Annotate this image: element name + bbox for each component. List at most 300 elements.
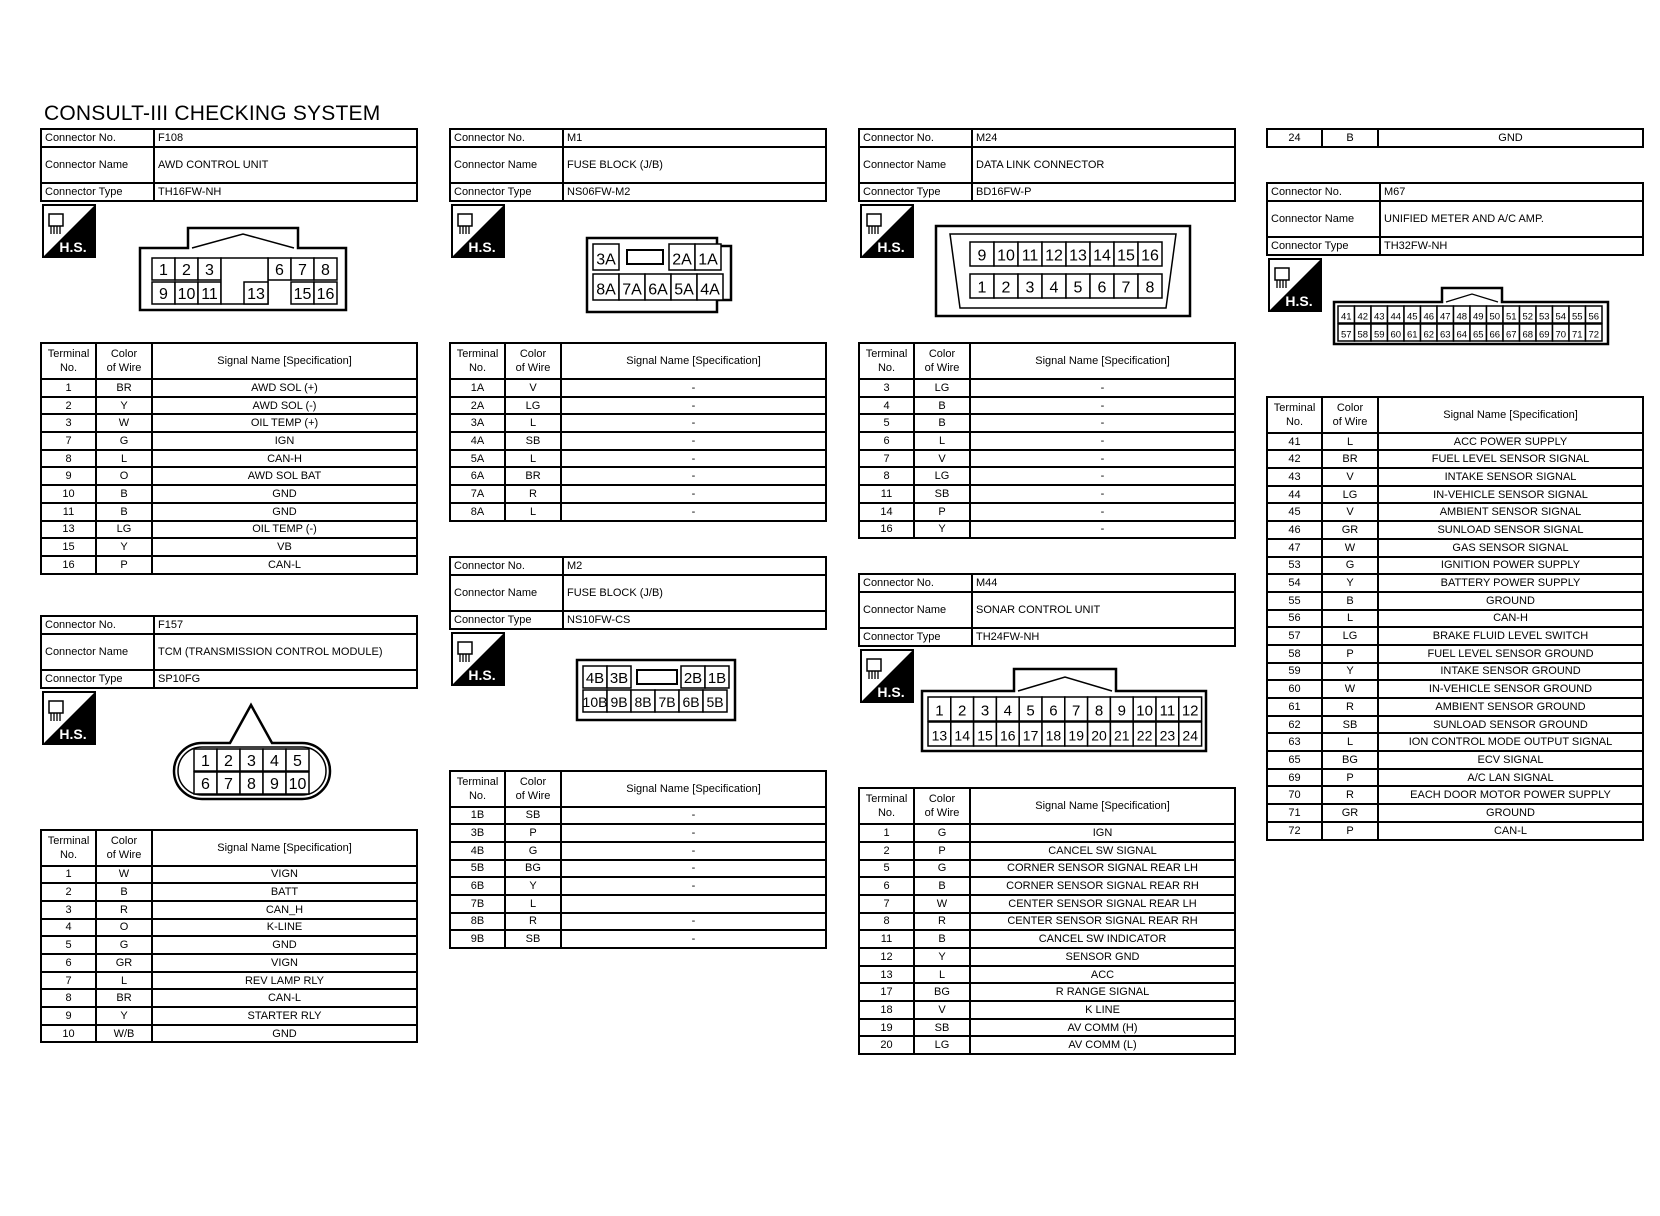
table-row	[41, 379, 417, 397]
signal-name-cell: -	[970, 414, 1235, 432]
connector-name-label: Connector Name	[859, 147, 972, 183]
terminal-no-cell: 5	[859, 860, 914, 878]
table-row	[859, 432, 1235, 450]
signal-name-cell: STARTER RLY	[152, 1007, 417, 1025]
table-row	[859, 983, 1235, 1001]
terminal-no-cell: 10	[41, 1025, 96, 1043]
signal-table-header	[41, 830, 417, 866]
signal-name-cell: -	[970, 503, 1235, 521]
terminal-no-cell: 11	[859, 930, 914, 948]
connector-name-row	[41, 634, 417, 670]
wire-color-cell: R	[1322, 698, 1378, 716]
pin-2B: 2B	[683, 669, 703, 687]
pin-2: 2	[224, 752, 233, 770]
wire-color-cell: SB	[1322, 716, 1378, 734]
signal-name-cell: AV COMM (L)	[970, 1036, 1235, 1054]
pin-11: 11	[1021, 247, 1039, 265]
wire-color-cell: G	[96, 432, 152, 450]
terminal-header-line1: Terminal	[47, 348, 90, 360]
connector-type-row	[1267, 237, 1643, 255]
table-row	[450, 450, 826, 468]
table-row	[1267, 557, 1643, 575]
pin-3: 3	[247, 752, 256, 770]
wire-color-cell: LG	[96, 521, 152, 539]
terminal-no-cell: 1B	[450, 807, 505, 825]
terminal-no-cell: 6A	[450, 467, 505, 485]
wire-color-cell: W	[96, 414, 152, 432]
signal-name-cell: GAS SENSOR SIGNAL	[1378, 539, 1643, 557]
signal-name-header: Signal Name [Specification]	[561, 343, 826, 379]
table-row	[1267, 716, 1643, 734]
terminal-no-cell: 6B	[450, 877, 505, 895]
pin-8: 8	[1094, 702, 1104, 720]
connector-type-row	[859, 628, 1235, 646]
pin-10B: 10B	[582, 693, 608, 710]
wire-color-cell: R	[505, 485, 561, 503]
signal-name-cell: VB	[152, 538, 417, 556]
pin-8: 8	[247, 775, 256, 793]
table-row	[1267, 751, 1643, 769]
wire-color-cell: W	[1322, 539, 1378, 557]
terminal-no-cell: 61	[1267, 698, 1322, 716]
connector-block-f157	[40, 615, 418, 1044]
signal-name-header: Signal Name [Specification]	[1378, 397, 1643, 433]
terminal-header-line2: No.	[59, 848, 78, 861]
connector-name-label: Connector Name	[41, 634, 154, 670]
table-row	[41, 883, 417, 901]
connector-face-diagram	[585, 236, 735, 316]
table-row	[450, 414, 826, 432]
table-row	[41, 521, 417, 539]
connector-no-value: M2	[563, 557, 826, 575]
connector-face-diagram	[138, 226, 348, 312]
signal-name-cell: -	[561, 485, 826, 503]
pin-46: 46	[1423, 310, 1435, 322]
signal-name-cell: GND	[152, 936, 417, 954]
table-row	[41, 432, 417, 450]
connector-no-row	[41, 616, 417, 634]
table-row	[41, 989, 417, 1007]
connector-type-row	[41, 670, 417, 688]
terminal-no-cell: 13	[859, 966, 914, 984]
pin-22: 22	[1136, 727, 1153, 744]
terminal-no-cell: 7	[859, 450, 914, 468]
connector-type-value: SP10FG	[154, 670, 417, 688]
pin-2: 2	[182, 262, 191, 280]
color-header-line1: Color	[519, 348, 547, 360]
wire-color-cell: GR	[1322, 804, 1378, 822]
page-title: CONSULT-III CHECKING SYSTEM	[44, 102, 381, 125]
connector-diagram	[1266, 256, 1644, 396]
wire-color-cell: GR	[1322, 521, 1378, 539]
connector-no-label: Connector No.	[450, 557, 563, 575]
terminal-no-cell: 6	[859, 877, 914, 895]
connector-name-value: DATA LINK CONNECTOR	[972, 147, 1235, 183]
signal-table	[858, 342, 1236, 539]
harness-side-icon	[42, 691, 96, 745]
pin-65: 65	[1472, 328, 1484, 340]
pin-2A: 2A	[672, 251, 692, 269]
signal-name-cell: R RANGE SIGNAL	[970, 983, 1235, 1001]
pin-1A: 1A	[698, 251, 718, 269]
wire-color-cell: G	[505, 842, 561, 860]
pin-7B: 7B	[658, 693, 676, 710]
color-header-line1: Color	[110, 348, 138, 360]
pin-3: 3	[205, 262, 214, 280]
wire-color-cell: L	[96, 450, 152, 468]
connector-type-row	[450, 611, 826, 629]
connector-no-value: M44	[972, 574, 1235, 592]
harness-side-icon	[451, 204, 505, 258]
signal-name-cell: ECV SIGNAL	[1378, 751, 1643, 769]
terminal-no-cell: 15	[41, 538, 96, 556]
table-row	[859, 877, 1235, 895]
connector-type-label: Connector Type	[859, 183, 972, 201]
signal-name-cell: ACC	[970, 966, 1235, 984]
color-header-line2: of Wire	[1332, 415, 1368, 428]
terminal-no-cell: 41	[1267, 433, 1322, 451]
terminal-no-cell: 46	[1267, 521, 1322, 539]
wire-color-cell: R	[505, 913, 561, 931]
wire-color-cell: L	[505, 895, 561, 913]
wire-color-cell: G	[914, 860, 970, 878]
connector-name-label: Connector Name	[450, 575, 563, 611]
wire-color-cell: P	[914, 503, 970, 521]
wire-color-cell: Y	[96, 1007, 152, 1025]
wire-color-cell: B	[914, 414, 970, 432]
terminal-no-cell: 55	[1267, 592, 1322, 610]
signal-name-cell: -	[561, 414, 826, 432]
terminal-no-cell: 4	[41, 919, 96, 937]
signal-name-cell: -	[561, 807, 826, 825]
signal-name-cell: IN-VEHICLE SENSOR SIGNAL	[1378, 486, 1643, 504]
table-row	[41, 538, 417, 556]
connector-name-value: TCM (TRANSMISSION CONTROL MODULE)	[154, 634, 417, 670]
connector-no-label: Connector No.	[41, 129, 154, 147]
connector-name-row	[1267, 201, 1643, 237]
terminal-no-cell: 70	[1267, 786, 1322, 804]
pin-61: 61	[1406, 328, 1418, 340]
pin-47: 47	[1439, 310, 1451, 322]
wire-color-cell: G	[1322, 557, 1378, 575]
wire-color-cell: P	[1322, 645, 1378, 663]
pin-71: 71	[1571, 328, 1583, 340]
signal-name-cell: VIGN	[152, 954, 417, 972]
pin-12: 12	[1181, 702, 1199, 720]
signal-name-cell: SUNLOAD SENSOR GROUND	[1378, 716, 1643, 734]
table-row	[1267, 804, 1643, 822]
pin-10: 10	[177, 286, 196, 304]
column-4	[1266, 128, 1644, 841]
signal-name-cell: AWD SOL BAT	[152, 467, 417, 485]
signal-name-cell: -	[970, 467, 1235, 485]
pin-5: 5	[293, 752, 302, 770]
table-row	[41, 397, 417, 415]
wire-color-cell: SB	[914, 1019, 970, 1037]
table-row	[450, 877, 826, 895]
pin-20: 20	[1091, 727, 1107, 744]
pin-60: 60	[1390, 328, 1402, 340]
pin-5A: 5A	[674, 281, 694, 299]
table-row	[1267, 539, 1643, 557]
table-row	[41, 866, 417, 884]
terminal-no-header	[450, 343, 505, 379]
table-row	[859, 397, 1235, 415]
connector-no-label: Connector No.	[859, 574, 972, 592]
wire-color-cell: SB	[505, 807, 561, 825]
signal-name-header: Signal Name [Specification]	[152, 830, 417, 866]
pin-59: 59	[1373, 328, 1385, 340]
connector-name-label: Connector Name	[1267, 201, 1380, 237]
pin-72: 72	[1588, 328, 1600, 340]
table-row	[1267, 680, 1643, 698]
signal-name-cell: BATTERY POWER SUPPLY	[1378, 574, 1643, 592]
pin-6B: 6B	[682, 693, 700, 710]
signal-table	[1266, 396, 1644, 841]
harness-side-icon	[860, 204, 914, 258]
connector-no-value: M24	[972, 129, 1235, 147]
signal-name-cell: -	[970, 397, 1235, 415]
signal-name-cell: ION CONTROL MODE OUTPUT SIGNAL	[1378, 733, 1643, 751]
pin-4A: 4A	[700, 281, 720, 299]
terminal-no-cell: 65	[1267, 751, 1322, 769]
wire-color-header	[914, 343, 970, 379]
hs-label: H.S.	[59, 239, 87, 255]
signal-name-cell: -	[561, 930, 826, 948]
table-row	[859, 485, 1235, 503]
connector-no-label: Connector No.	[41, 616, 154, 634]
table-row	[41, 1007, 417, 1025]
connector-no-label: Connector No.	[1267, 183, 1380, 201]
wire-color-cell: Y	[1322, 574, 1378, 592]
terminal-no-cell: 7B	[450, 895, 505, 913]
wire-color-cell: B	[96, 485, 152, 503]
signal-name-cell: GND	[152, 503, 417, 521]
signal-table	[449, 342, 827, 522]
terminal-no-cell: 5B	[450, 860, 505, 878]
signal-name-cell: REV LAMP RLY	[152, 972, 417, 990]
table-row	[1267, 521, 1643, 539]
terminal-no-cell: 63	[1267, 733, 1322, 751]
terminal-header-line1: Terminal	[47, 834, 90, 847]
pin-10: 10	[997, 247, 1015, 265]
wire-color-cell: R	[914, 913, 970, 931]
pin-19: 19	[1068, 727, 1084, 744]
table-row	[450, 842, 826, 860]
signal-name-cell: AV COMM (H)	[970, 1019, 1235, 1037]
wire-color-cell: L	[914, 966, 970, 984]
signal-name-header: Signal Name [Specification]	[970, 343, 1235, 379]
pin-68: 68	[1522, 328, 1534, 340]
pin-15: 15	[293, 286, 312, 304]
wire-color-cell: W	[1322, 680, 1378, 698]
connector-no-row	[41, 129, 417, 147]
signal-name-cell: -	[970, 450, 1235, 468]
terminal-no-cell: 44	[1267, 486, 1322, 504]
terminal-no-cell: 8	[859, 913, 914, 931]
wire-color-cell: BR	[96, 379, 152, 397]
connector-info-table	[1266, 182, 1644, 256]
terminal-no-cell: 4	[859, 397, 914, 415]
terminal-no-cell: 7	[859, 895, 914, 913]
connector-info-table	[40, 128, 418, 202]
table-row	[859, 1019, 1235, 1037]
wire-color-cell: O	[96, 467, 152, 485]
terminal-no-header	[859, 788, 914, 824]
pin-7: 7	[1121, 279, 1131, 297]
connector-face-diagram	[920, 667, 1210, 753]
pin-23: 23	[1159, 727, 1176, 744]
wire-color-cell: L	[914, 432, 970, 450]
connector-no-value: F157	[154, 616, 417, 634]
connector-name-label: Connector Name	[859, 592, 972, 628]
terminal-no-cell: 45	[1267, 503, 1322, 521]
connector-diagram	[449, 202, 827, 342]
table-row	[859, 824, 1235, 842]
wire-color-cell: B	[1322, 592, 1378, 610]
wire-color-cell: SB	[505, 930, 561, 948]
color-header-line2: of Wire	[106, 362, 142, 374]
terminal-no-cell: 47	[1267, 539, 1322, 557]
table-row	[450, 379, 826, 397]
terminal-no-cell: 3	[41, 414, 96, 432]
connector-name-row	[450, 575, 826, 611]
wire-color-cell: L	[505, 450, 561, 468]
pin-4B: 4B	[585, 669, 605, 687]
pin-6: 6	[201, 775, 210, 793]
pin-49: 49	[1472, 310, 1484, 322]
table-row	[859, 379, 1235, 397]
signal-name-cell: K-LINE	[152, 919, 417, 937]
color-header-line1: Color	[928, 348, 956, 360]
signal-table-header	[859, 343, 1235, 379]
pin-7A: 7A	[622, 281, 642, 299]
pin-54: 54	[1555, 310, 1567, 322]
pin-3: 3	[1025, 279, 1035, 297]
color-header-line1: Color	[928, 793, 956, 806]
table-row	[41, 467, 417, 485]
terminal-no-cell: 71	[1267, 804, 1322, 822]
terminal-no-cell: 7A	[450, 485, 505, 503]
connector-type-value: TH32FW-NH	[1380, 237, 1643, 255]
wire-color-cell: GR	[96, 954, 152, 972]
wire-color-cell: BR	[1322, 450, 1378, 468]
table-row	[859, 948, 1235, 966]
harness-side-icon	[860, 649, 914, 703]
wire-color-cell: BG	[914, 983, 970, 1001]
connector-block-m1	[449, 128, 827, 522]
connector-type-row	[450, 183, 826, 201]
harness-side-icon	[451, 632, 505, 686]
signal-name-cell: IGN	[970, 824, 1235, 842]
connector-block-m24	[858, 128, 1236, 539]
table-row	[450, 503, 826, 521]
wire-color-cell: L	[96, 972, 152, 990]
signal-name-cell: INTAKE SENSOR GROUND	[1378, 663, 1643, 681]
terminal-no-cell: 10	[41, 485, 96, 503]
pin-14: 14	[1093, 247, 1111, 265]
table-row	[1267, 663, 1643, 681]
pin-5: 5	[1073, 279, 1083, 297]
table-row	[1267, 129, 1643, 147]
pin-58: 58	[1357, 328, 1369, 340]
signal-name-cell: SUNLOAD SENSOR SIGNAL	[1378, 521, 1643, 539]
pin-8: 8	[321, 262, 330, 280]
signal-name-cell: -	[561, 824, 826, 842]
wire-color-cell: B	[1322, 129, 1378, 147]
pin-7: 7	[1072, 702, 1081, 720]
table-row	[1267, 450, 1643, 468]
terminal-no-cell: 8	[859, 467, 914, 485]
pin-3: 3	[980, 702, 990, 720]
wire-color-cell: O	[96, 919, 152, 937]
pin-1: 1	[201, 752, 210, 770]
connector-block-m67	[1266, 182, 1644, 841]
terminal-no-cell: 8A	[450, 503, 505, 521]
connector-block-m44	[858, 573, 1236, 1055]
table-row	[859, 895, 1235, 913]
signal-name-cell: CAN-H	[1378, 610, 1643, 628]
wire-color-header	[505, 771, 561, 807]
connector-no-value: M67	[1380, 183, 1643, 201]
table-row	[450, 895, 826, 913]
pin-8A: 8A	[596, 281, 616, 299]
terminal-no-cell: 56	[1267, 610, 1322, 628]
signal-name-cell: AWD SOL (-)	[152, 397, 417, 415]
wire-color-cell: V	[1322, 468, 1378, 486]
table-row	[450, 913, 826, 931]
signal-name-cell: CANCEL SW INDICATOR	[970, 930, 1235, 948]
signal-name-cell: OIL TEMP (+)	[152, 414, 417, 432]
signal-name-cell: IN-VEHICLE SENSOR GROUND	[1378, 680, 1643, 698]
terminal-header-line2: No.	[59, 362, 78, 374]
hs-label: H.S.	[1285, 292, 1313, 309]
pin-13: 13	[931, 727, 948, 744]
pin-52: 52	[1522, 310, 1534, 322]
wire-color-cell: B	[96, 503, 152, 521]
connector-block-m2	[449, 556, 827, 950]
wire-color-cell: Y	[914, 948, 970, 966]
terminal-no-cell: 2A	[450, 397, 505, 415]
table-row	[41, 954, 417, 972]
pin-56: 56	[1588, 310, 1600, 322]
wire-color-cell: W	[96, 866, 152, 884]
signal-table-header	[450, 343, 826, 379]
signal-name-cell: -	[970, 521, 1235, 539]
pin-43: 43	[1373, 310, 1385, 322]
terminal-no-header	[1267, 397, 1322, 433]
signal-table	[449, 770, 827, 950]
wire-color-cell: B	[914, 930, 970, 948]
signal-name-cell	[561, 895, 826, 913]
signal-name-cell: A/C LAN SIGNAL	[1378, 769, 1643, 787]
wire-color-cell: LG	[1322, 486, 1378, 504]
table-row	[859, 930, 1235, 948]
connector-diagram	[858, 202, 1236, 342]
hs-label: H.S.	[468, 239, 496, 255]
connector-type-value: TH24FW-NH	[972, 628, 1235, 646]
pin-53: 53	[1538, 310, 1550, 322]
connector-type-label: Connector Type	[41, 183, 154, 201]
terminal-no-cell: 14	[859, 503, 914, 521]
signal-name-cell: AMBIENT SENSOR SIGNAL	[1378, 503, 1643, 521]
table-row	[859, 521, 1235, 539]
connector-no-value: M1	[563, 129, 826, 147]
wire-color-cell: L	[1322, 610, 1378, 628]
wire-color-cell: BG	[1322, 751, 1378, 769]
connector-name-value: FUSE BLOCK (J/B)	[563, 147, 826, 183]
harness-side-icon	[1268, 258, 1322, 312]
